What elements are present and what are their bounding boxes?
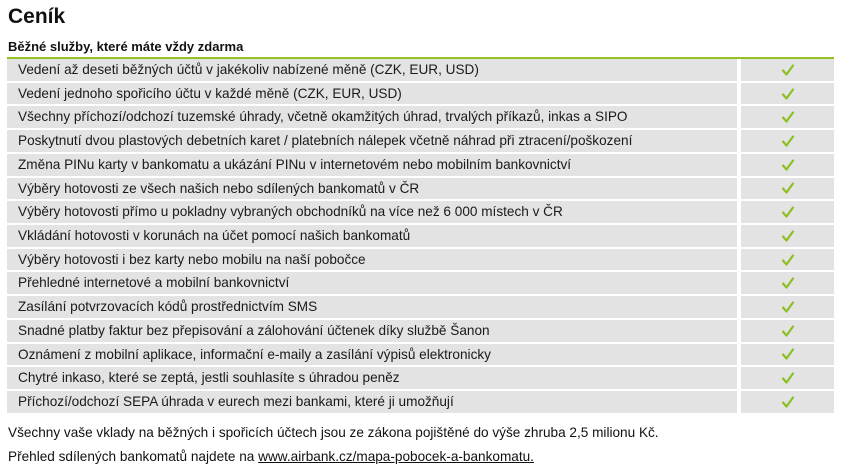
checkmark-icon	[781, 158, 795, 172]
included-cell	[741, 130, 834, 152]
table-row	[7, 128, 834, 152]
service-label: Výběry hotovosti přímo u pokladny vybraných obchodníků na více než 6 000 místech v ČR	[7, 201, 737, 223]
table-row	[7, 199, 834, 223]
service-label: Poskytnutí dvou plastových debetních karet / platebních nálepek včetně náhrad při ztracení/poškození	[7, 130, 737, 152]
atm-note-prefix: Přehled sdílených bankomatů najdete na	[8, 449, 259, 464]
service-label: Výběry hotovosti ze všech našich nebo sdílených bankomatů v ČR	[7, 178, 737, 200]
checkmark-icon	[781, 229, 795, 243]
service-label: Přehledné internetové a mobilní bankovnictví	[7, 272, 737, 294]
atm-overview-note	[8, 448, 534, 466]
checkmark-icon	[781, 205, 795, 219]
service-label: Příchozí/odchozí SEPA úhrada v eurech mezi bankami, které ji umožňují	[7, 391, 737, 413]
checkmark-icon	[781, 395, 795, 409]
service-label: Vedení až deseti běžných účtů v jakékoliv nabízené měně (CZK, EUR, USD)	[7, 59, 737, 81]
included-cell	[741, 320, 834, 342]
checkmark-icon	[781, 253, 795, 267]
table-row	[7, 57, 834, 81]
included-cell	[741, 225, 834, 247]
table-row	[7, 81, 834, 105]
checkmark-icon	[781, 371, 795, 385]
service-label: Všechny příchozí/odchozí tuzemské úhrady, včetně okamžitých úhrad, trvalých příkazů, inkas a SIPO	[7, 106, 737, 128]
included-cell	[741, 344, 834, 366]
atm-map-link[interactable]: www.airbank.cz/mapa-pobocek-a-bankomatu.	[258, 449, 534, 464]
table-row	[7, 176, 834, 200]
service-label: Výběry hotovosti i bez karty nebo mobilu na naší pobočce	[7, 249, 737, 271]
table-row	[7, 152, 834, 176]
checkmark-icon	[781, 87, 795, 101]
included-cell	[741, 249, 834, 271]
table-row	[7, 318, 834, 342]
deposit-insurance-note: Všechny vaše vklady na běžných i spořicích účtech jsou ze zákona pojištěné do výše zhruba 2,5 milionu Kč.	[8, 425, 659, 440]
service-label: Zasílání potvrzovacích kódů prostřednictvím SMS	[7, 296, 737, 318]
service-label: Vedení jednoho spořicího účtu v každé měně (CZK, EUR, USD)	[7, 83, 737, 105]
included-cell	[741, 272, 834, 294]
table-row	[7, 365, 834, 389]
table-row	[7, 247, 834, 271]
service-label: Chytré inkaso, které se zeptá, jestli souhlasíte s úhradou peněz	[7, 367, 737, 389]
checkmark-icon	[781, 276, 795, 290]
included-cell	[741, 296, 834, 318]
table-row	[7, 223, 834, 247]
included-cell	[741, 391, 834, 413]
included-cell	[741, 201, 834, 223]
checkmark-icon	[781, 110, 795, 124]
included-cell	[741, 154, 834, 176]
section-heading: Běžné služby, které máte vždy zdarma	[8, 39, 244, 54]
page-title: Ceník	[8, 5, 66, 28]
table-row	[7, 342, 834, 366]
included-cell	[741, 106, 834, 128]
table-row	[7, 389, 834, 413]
checkmark-icon	[781, 324, 795, 338]
included-cell	[741, 178, 834, 200]
included-cell	[741, 59, 834, 81]
included-cell	[741, 83, 834, 105]
checkmark-icon	[781, 181, 795, 195]
checkmark-icon	[781, 63, 795, 77]
checkmark-icon	[781, 300, 795, 314]
table-row	[7, 294, 834, 318]
service-label: Vkládání hotovosti v korunách na účet pomocí našich bankomatů	[7, 225, 737, 247]
checkmark-icon	[781, 134, 795, 148]
service-label: Změna PINu karty v bankomatu a ukázání PINu v internetovém nebo mobilním bankovnictví	[7, 154, 737, 176]
service-label: Snadné platby faktur bez přepisování a zálohování účtenek díky službě Šanon	[7, 320, 737, 342]
table-row	[7, 270, 834, 294]
included-cell	[741, 367, 834, 389]
table-row	[7, 104, 834, 128]
checkmark-icon	[781, 347, 795, 361]
service-label: Oznámení z mobilní aplikace, informační e-maily a zasílání výpisů elektronicky	[7, 344, 737, 366]
free-services-table	[7, 57, 834, 413]
